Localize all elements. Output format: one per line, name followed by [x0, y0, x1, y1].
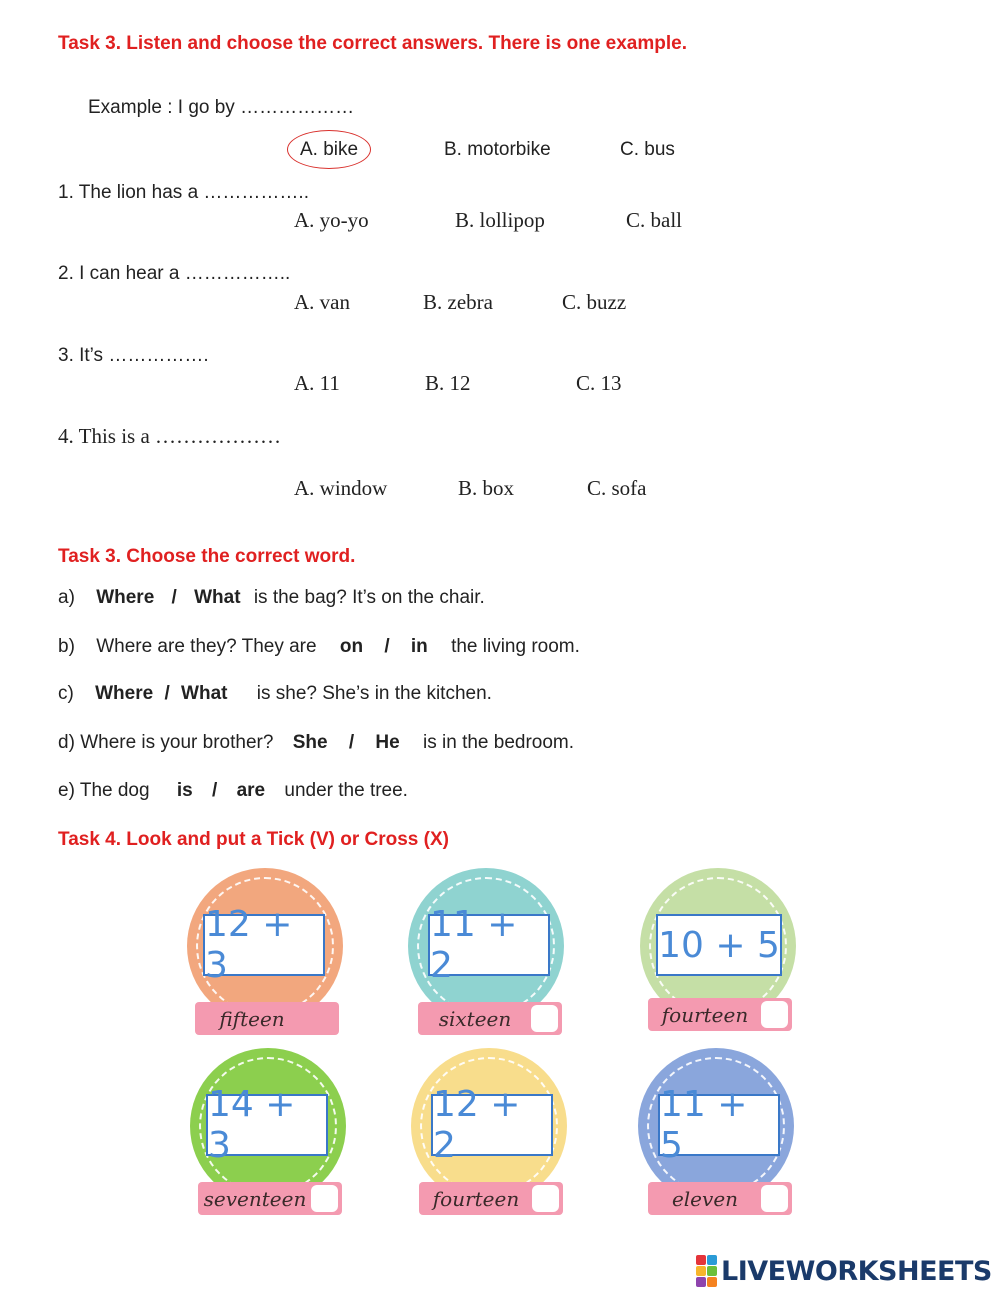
logo-tile — [696, 1255, 706, 1265]
item-label: e) — [58, 780, 75, 801]
logo-tile — [707, 1255, 717, 1265]
question-3-option-a[interactable]: A. 11 — [294, 371, 340, 395]
question-2-option-a[interactable]: A. van — [294, 290, 350, 314]
choice-what[interactable]: What — [194, 587, 241, 608]
question-1-option-a[interactable]: A. yo-yo — [294, 208, 369, 232]
card-word: seventeen — [203, 1186, 307, 1211]
choice-in[interactable]: in — [410, 636, 428, 657]
tick-cross-box[interactable] — [761, 1001, 788, 1028]
question-3-option-b[interactable]: B. 12 — [425, 371, 471, 395]
choice-separator: / — [212, 780, 218, 801]
card-expression: 11 + 2 — [428, 914, 550, 976]
logo-tile — [696, 1266, 706, 1276]
choose-item-c — [58, 683, 492, 705]
choice-separator: / — [171, 587, 177, 608]
item-label: d) — [58, 732, 75, 753]
choice-separator: / — [348, 732, 355, 753]
question-2-option-c[interactable]: C. buzz — [562, 290, 627, 314]
question-4-option-c[interactable]: C. sofa — [587, 476, 647, 500]
card-expression: 10 + 5 — [656, 914, 782, 976]
choice-where[interactable]: Where — [95, 683, 154, 704]
logo-tiles-icon — [696, 1255, 717, 1287]
card-word: fourteen — [432, 1186, 520, 1211]
card-answer-strip — [419, 1182, 563, 1215]
choice-he[interactable]: He — [375, 732, 400, 753]
choice-what[interactable]: What — [181, 683, 228, 704]
logo-text: LIVEWORKSHEETS — [721, 1255, 992, 1287]
choose-item-a — [58, 587, 485, 609]
math-card-5 — [411, 1048, 571, 1223]
question-3-prompt: 3. It’s ……………. — [58, 345, 209, 366]
sentence-start: Where is your brother? — [80, 732, 274, 753]
tick-cross-box[interactable] — [761, 1185, 788, 1212]
card-expression: 12 + 3 — [203, 914, 325, 976]
card-expression: 12 + 2 — [431, 1094, 553, 1156]
question-4-prompt: 4. This is a ……………… — [58, 424, 282, 448]
choice-on[interactable]: on — [339, 636, 364, 657]
choice-is[interactable]: is — [176, 780, 193, 801]
tick-cross-box[interactable] — [311, 1185, 338, 1212]
choose-item-b — [58, 636, 580, 658]
question-2-option-b[interactable]: B. zebra — [423, 290, 493, 314]
card-word: fourteen — [661, 1002, 749, 1027]
sentence-rest: is the bag? It’s on the chair. — [253, 587, 485, 608]
tick-cross-box[interactable] — [532, 1185, 559, 1212]
card-word: eleven — [671, 1186, 739, 1211]
sentence-rest: is in the bedroom. — [423, 732, 575, 753]
question-1-option-c[interactable]: C. ball — [626, 208, 682, 232]
card-expression: 14 + 3 — [206, 1094, 328, 1156]
liveworksheets-logo — [696, 1255, 992, 1287]
choice-separator: / — [164, 683, 170, 704]
item-label: c) — [58, 683, 74, 704]
card-word: fifteen — [219, 1006, 285, 1031]
task3-choose-heading: Task 3. Choose the correct word. — [58, 546, 356, 567]
example-option-a — [300, 139, 371, 161]
card-answer-strip — [418, 1002, 562, 1035]
choice-separator: / — [384, 636, 390, 657]
question-1-option-b[interactable]: B. lollipop — [455, 208, 545, 232]
tick-cross-box[interactable] — [531, 1005, 558, 1032]
question-4-option-b[interactable]: B. box — [458, 476, 515, 500]
logo-tile — [707, 1277, 717, 1287]
card-expression: 11 + 5 — [658, 1094, 780, 1156]
card-word: sixteen — [438, 1006, 512, 1031]
question-2-prompt: 2. I can hear a …………….. — [58, 263, 291, 284]
math-card-2 — [408, 868, 568, 1043]
item-label: a) — [58, 587, 75, 608]
question-4-option-a[interactable]: A. window — [294, 476, 388, 500]
math-card-3 — [640, 868, 800, 1043]
sentence-rest: is she? She’s in the kitchen. — [256, 683, 492, 704]
math-card-6 — [638, 1048, 798, 1223]
sentence-start: The dog — [79, 780, 150, 801]
sentence-rest: under the tree. — [284, 780, 408, 801]
choice-are[interactable]: are — [236, 780, 266, 801]
question-3-option-c[interactable]: C. 13 — [576, 371, 622, 395]
logo-tile — [707, 1266, 717, 1276]
card-answer-strip — [198, 1182, 342, 1215]
example-answer-circle: A. bike — [287, 130, 371, 169]
choose-item-d — [58, 732, 574, 754]
task3-listen-heading: Task 3. Listen and choose the correct answers. There is one example. — [58, 33, 687, 54]
task4-heading: Task 4. Look and put a Tick (V) or Cross (X) — [58, 829, 449, 850]
item-label: b) — [58, 636, 75, 657]
example-option-b: B. motorbike — [444, 139, 551, 160]
sentence-rest: the living room. — [451, 636, 580, 657]
question-1-prompt: 1. The lion has a …………….. — [58, 182, 309, 203]
card-answer-strip — [648, 998, 792, 1031]
example-option-c: C. bus — [620, 139, 675, 160]
choice-where[interactable]: Where — [96, 587, 155, 608]
logo-tile — [696, 1277, 706, 1287]
choice-she[interactable]: She — [292, 732, 328, 753]
math-card-1 — [187, 868, 347, 1043]
math-card-4 — [190, 1048, 350, 1223]
card-answer-strip — [195, 1002, 339, 1035]
sentence-start: Where are they? They are — [96, 636, 317, 657]
card-answer-strip — [648, 1182, 792, 1215]
example-prompt: Example : I go by ……………… — [88, 97, 355, 118]
choose-item-e — [58, 780, 408, 802]
